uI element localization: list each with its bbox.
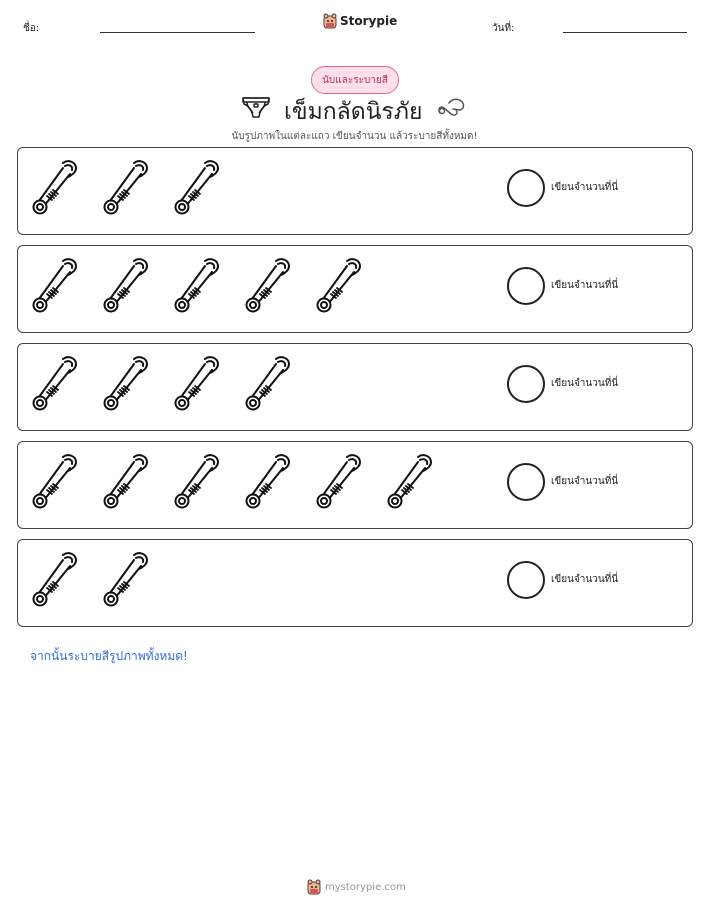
name-label: ชื่อ: [23, 23, 40, 34]
instructions: นับรูปภาพในแต่ละแถว เขียนจำนวน แล้วระบายสีทั้งหมด! [231, 131, 478, 142]
answer-hint: เขียนจำนวนที่นี่ [551, 378, 619, 389]
safety-pin-icon [314, 453, 364, 511]
counting-row [17, 343, 693, 431]
page-title: เข็มกลัดนิรภัย [284, 99, 423, 125]
answer-hint: เขียนจำนวนที่นี่ [551, 182, 619, 193]
answer-circle[interactable] [507, 267, 545, 305]
safety-pin-icon [172, 257, 222, 315]
answer-circle[interactable] [507, 463, 545, 501]
safety-pin-icon [30, 257, 80, 315]
safety-pin-icon [437, 95, 467, 119]
safety-pin-icon [385, 453, 435, 511]
safety-pin-icon [101, 551, 151, 609]
counting-row [17, 441, 693, 529]
answer-hint: เขียนจำนวนที่นี่ [551, 476, 619, 487]
diaper-icon [241, 94, 271, 120]
date-field-line[interactable] [563, 32, 687, 33]
worksheet-header [0, 0, 709, 50]
name-field-line[interactable] [100, 32, 255, 33]
safety-pin-icon [172, 159, 222, 217]
safety-pin-icon [101, 355, 151, 413]
brand [323, 13, 397, 29]
safety-pin-icon [243, 453, 293, 511]
counting-row [17, 539, 693, 627]
safety-pin-icon [101, 453, 151, 511]
safety-pin-icon [30, 453, 80, 511]
date-label: วันที่: [492, 23, 515, 34]
safety-pin-icon [101, 257, 151, 315]
site-footer [307, 879, 406, 895]
safety-pin-icon [314, 257, 364, 315]
title-row [0, 92, 709, 126]
counting-row [17, 147, 693, 235]
safety-pin-icon [30, 551, 80, 609]
safety-pin-icon [172, 453, 222, 511]
counting-rows [17, 147, 693, 627]
safety-pin-icon [30, 159, 80, 217]
counting-row [17, 245, 693, 333]
storypie-logo-icon [323, 13, 337, 29]
brand-name: Storypie [340, 14, 398, 28]
answer-circle[interactable] [507, 169, 545, 207]
safety-pin-icon [172, 355, 222, 413]
safety-pin-icon [243, 355, 293, 413]
storypie-logo-icon [307, 879, 321, 895]
activity-tag: นับและระบายสี [311, 66, 399, 94]
answer-circle[interactable] [507, 365, 545, 403]
site-url[interactable]: mystorypie.com [325, 881, 406, 893]
answer-hint: เขียนจำนวนที่นี่ [551, 280, 619, 291]
answer-circle[interactable] [507, 561, 545, 599]
safety-pin-icon [30, 355, 80, 413]
coloring-note: จากนั้นระบายสีรูปภาพทั้งหมด! [30, 649, 188, 663]
answer-hint: เขียนจำนวนที่นี่ [551, 574, 619, 585]
safety-pin-icon [101, 159, 151, 217]
safety-pin-icon [243, 257, 293, 315]
